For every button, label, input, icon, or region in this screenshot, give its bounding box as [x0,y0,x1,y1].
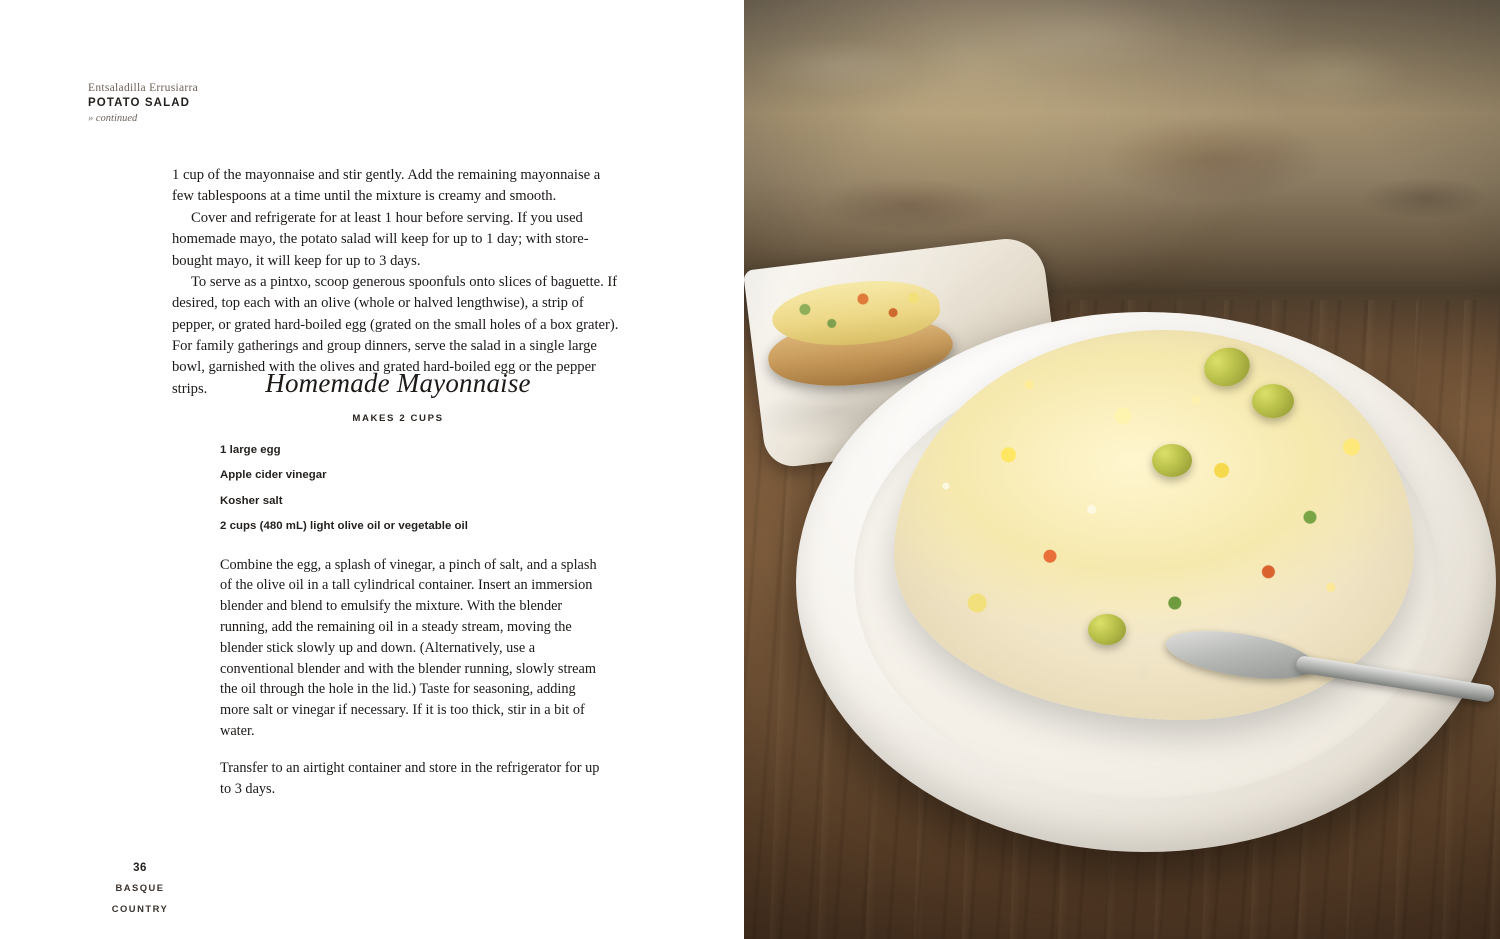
text-page [0,0,744,939]
folio [70,862,210,916]
running-head [88,82,428,124]
ingredients-list [172,445,624,533]
ingredient-item: Apple cider vinegar [220,469,327,482]
olive-garnish [1088,614,1126,645]
page-number: 36 [133,862,147,874]
book-title-line-1: BASQUE [115,882,165,893]
body-text-column [172,165,624,400]
olive-garnish [1152,444,1192,477]
body-paragraph: To serve as a pintxo, scoop generous spoonfuls onto slices of baguette. If desired, top each with an olive (whole or halved lengthwise), a strip of pepper, or grated hard-boiled egg (grated on the small holes of a box grater). For family gatherings and group dinners, serve the salad in a single large bowl, garnished with the olives and grated hard-boiled egg or the pepper strips. [172,273,619,397]
photo-page [744,0,1500,939]
running-head-english-title: POTATO SALAD [88,97,191,109]
olive-garnish [1252,384,1294,418]
sub-recipe-title: Homemade Mayonnaise [265,368,531,398]
ingredient-item: 1 large egg [220,444,281,456]
body-paragraph: 1 cup of the mayonnaise and stir gently. Add the remaining mayonnaise a few tablespoons at a time until the mixture is creamy and smooth. [172,167,601,205]
ingredient-item: Kosher salt [220,494,283,507]
sub-recipe-block [172,368,624,799]
ingredient-item: 2 cups (480 mL) light olive oil or vegetable oil [220,520,468,533]
running-head-basque-title: Entsaladilla Errusiarra [88,82,199,94]
method-paragraph: Transfer to an airtight container and store in the refrigerator for up to 3 days. [220,759,600,797]
continued-note: » continued [88,113,138,124]
book-title-line-2: COUNTRY [111,903,169,915]
sub-recipe-yield: MAKES 2 CUPS [352,413,444,424]
method-paragraph: Combine the egg, a splash of vinegar, a pinch of salt, and a splash of the olive oil in a tall cylindrical container. Insert an immersion blender and blend to emulsify the mixture. With the blender running, add the remaining oil in a steady stream, moving the blender stick slowly up and down. (Alternatively, use a conventional blender and with the blender running, slowly stream the oil through the hole in the lid.) Taste for seasoning, adding more salt or vinegar if necessary. If it is too thick, stir in a bit of water. [220,556,597,739]
method-steps [172,555,600,800]
body-paragraph: Cover and refrigerate for at least 1 hour before serving. If you used homemade mayo, the potato salad will keep for up to 1 day; with store-bought mayo, it will keep for up to 3 days. [172,209,589,269]
